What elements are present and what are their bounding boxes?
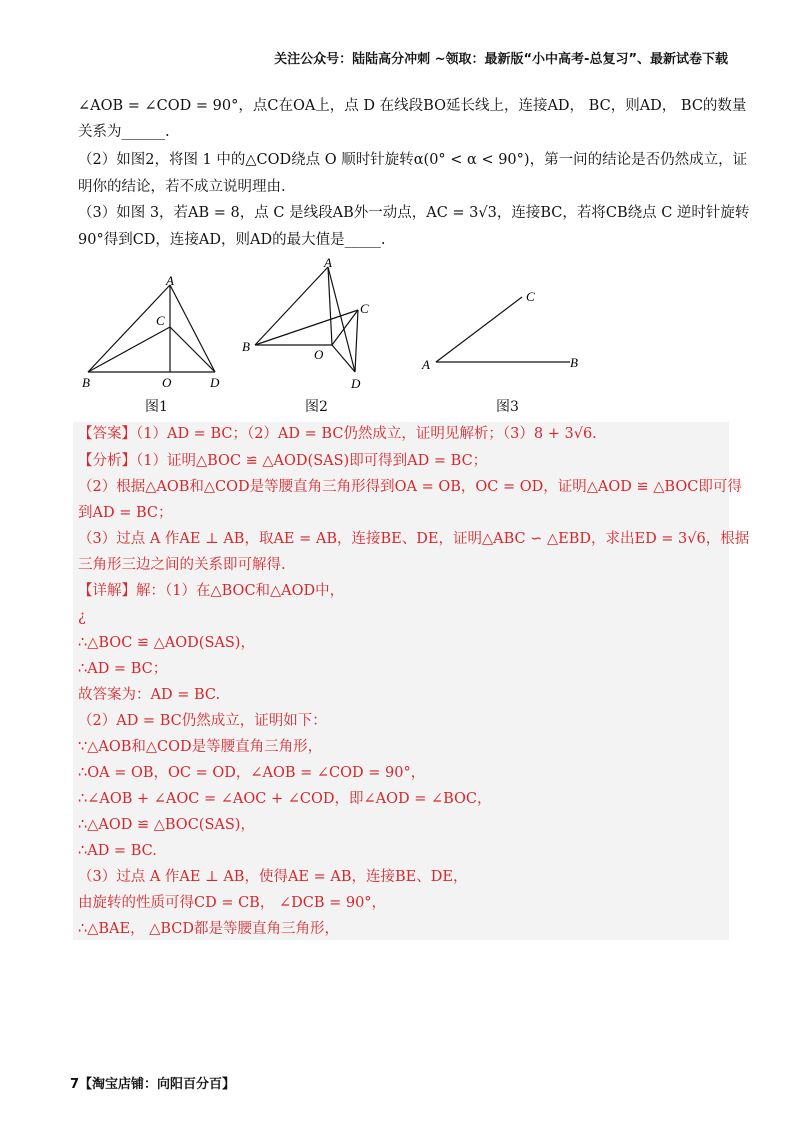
fig1-label-c: C bbox=[156, 313, 165, 328]
figure-1 bbox=[88, 285, 215, 372]
analysis-line-1: 【分析】（1）证明△BOC ≌ △AOD(SAS)即可得到AD = BC； bbox=[78, 453, 488, 469]
fig1-label-o: O bbox=[162, 375, 172, 390]
figure-3 bbox=[436, 297, 570, 362]
detail-line-7: ∵△AOB和△COD是等腰直角三角形， bbox=[78, 739, 323, 755]
detail-line-11: ∴AD = BC. bbox=[78, 843, 157, 859]
fig1-label-b: B bbox=[82, 375, 90, 390]
fig3-label-b: B bbox=[570, 355, 578, 370]
analysis-line-5: 三角形三边之间的关系即可解得. bbox=[78, 557, 286, 573]
fig2-label-o: O bbox=[314, 347, 324, 362]
fig2-label-c: C bbox=[360, 301, 369, 316]
detail-line-3: ∴△BOC ≌ △AOD(SAS)， bbox=[78, 635, 255, 651]
detail-line-8: ∴OA = OB，OC = OD，∠AOB = ∠COD = 90°， bbox=[78, 765, 426, 781]
detail-line-10: ∴△AOD ≌ △BOC(SAS)， bbox=[78, 817, 255, 833]
answer-line: 【答案】（1）AD = BC；（2）AD = BC仍然成立，证明见解析；（3）8 + 3√6. bbox=[78, 426, 597, 442]
detail-line-13: 由旋转的性质可得CD = CB， ∠DCB = 90°， bbox=[78, 895, 387, 911]
detail-line-9: ∴∠AOB + ∠AOC = ∠AOC + ∠COD，即∠AOD = ∠BOC， bbox=[78, 791, 492, 807]
page-footer: 7【淘宝店铺：向阳百分百】 bbox=[70, 1077, 236, 1092]
detail-line-1: 【详解】解：（1）在△BOC和△AOD中， bbox=[78, 583, 345, 599]
detail-line-5: 故答案为：AD = BC. bbox=[78, 687, 221, 703]
figure-1-caption: 图1 bbox=[145, 399, 168, 415]
answer-box bbox=[73, 422, 729, 940]
problem-line-2: 关系为______. bbox=[78, 124, 170, 140]
fig1-label-d: D bbox=[210, 375, 220, 390]
fig2-label-d: D bbox=[351, 376, 361, 391]
fig2-label-a: A bbox=[324, 255, 332, 270]
figure-3-caption: 图3 bbox=[496, 399, 519, 415]
problem-line-5: （3）如图 3，若AB = 8，点 C 是线段AB外一动点，AC = 3√3，连接BC，若将CB绕点 C 逆时针旋转 bbox=[78, 205, 750, 221]
detail-line-4: ∴AD = BC； bbox=[78, 661, 168, 677]
geometry-figures bbox=[70, 255, 730, 415]
figure-2-caption: 图2 bbox=[305, 399, 328, 415]
detail-line-12: （3）过点 A 作AE ⊥ AB，使得AE = AB，连接BE、DE， bbox=[78, 869, 468, 885]
problem-line-6: 90°得到CD，连接AD，则AD的最大值是_____. bbox=[78, 232, 386, 248]
page-header: 关注公众号：陆陆高分冲刺 ~领取：最新版“小中高考-总复习”、最新试卷下载 bbox=[274, 52, 728, 67]
analysis-line-3: 到AD = BC； bbox=[78, 505, 173, 521]
fig3-label-c: C bbox=[526, 289, 535, 304]
fig3-label-a: A bbox=[422, 357, 430, 372]
analysis-line-4: （3）过点 A 作AE ⊥ AB，取AE = AB，连接BE、DE，证明△ABC ∽ △EBD，求出ED = 3√6，根据 bbox=[78, 531, 750, 547]
detail-line-2: ¿ bbox=[78, 609, 86, 625]
figure-2 bbox=[255, 267, 358, 372]
fig2-label-b: B bbox=[242, 339, 250, 354]
detail-line-14: ∴△BAE， △BCD都是等腰直角三角形， bbox=[78, 921, 339, 937]
problem-line-1: ∠AOB = ∠COD = 90°，点C在OA上，点 D 在线段BO延长线上，连接AD， BC，则AD， BC的数量 bbox=[78, 98, 747, 114]
detail-line-6: （2）AD = BC仍然成立，证明如下： bbox=[78, 713, 327, 729]
analysis-line-2: （2）根据△AOB和△COD是等腰直角三角形得到OA = OB，OC = OD，证明△AOD ≌ △BOC即可得 bbox=[78, 479, 742, 495]
problem-line-4: 明你的结论，若不成立说明理由. bbox=[78, 179, 286, 195]
problem-line-3: （2）如图2，将图 1 中的△COD绕点 O 顺时针旋转α(0° < α < 90°)，第一问的结论是否仍然成立，证 bbox=[78, 152, 748, 168]
fig1-label-a: A bbox=[166, 273, 174, 288]
